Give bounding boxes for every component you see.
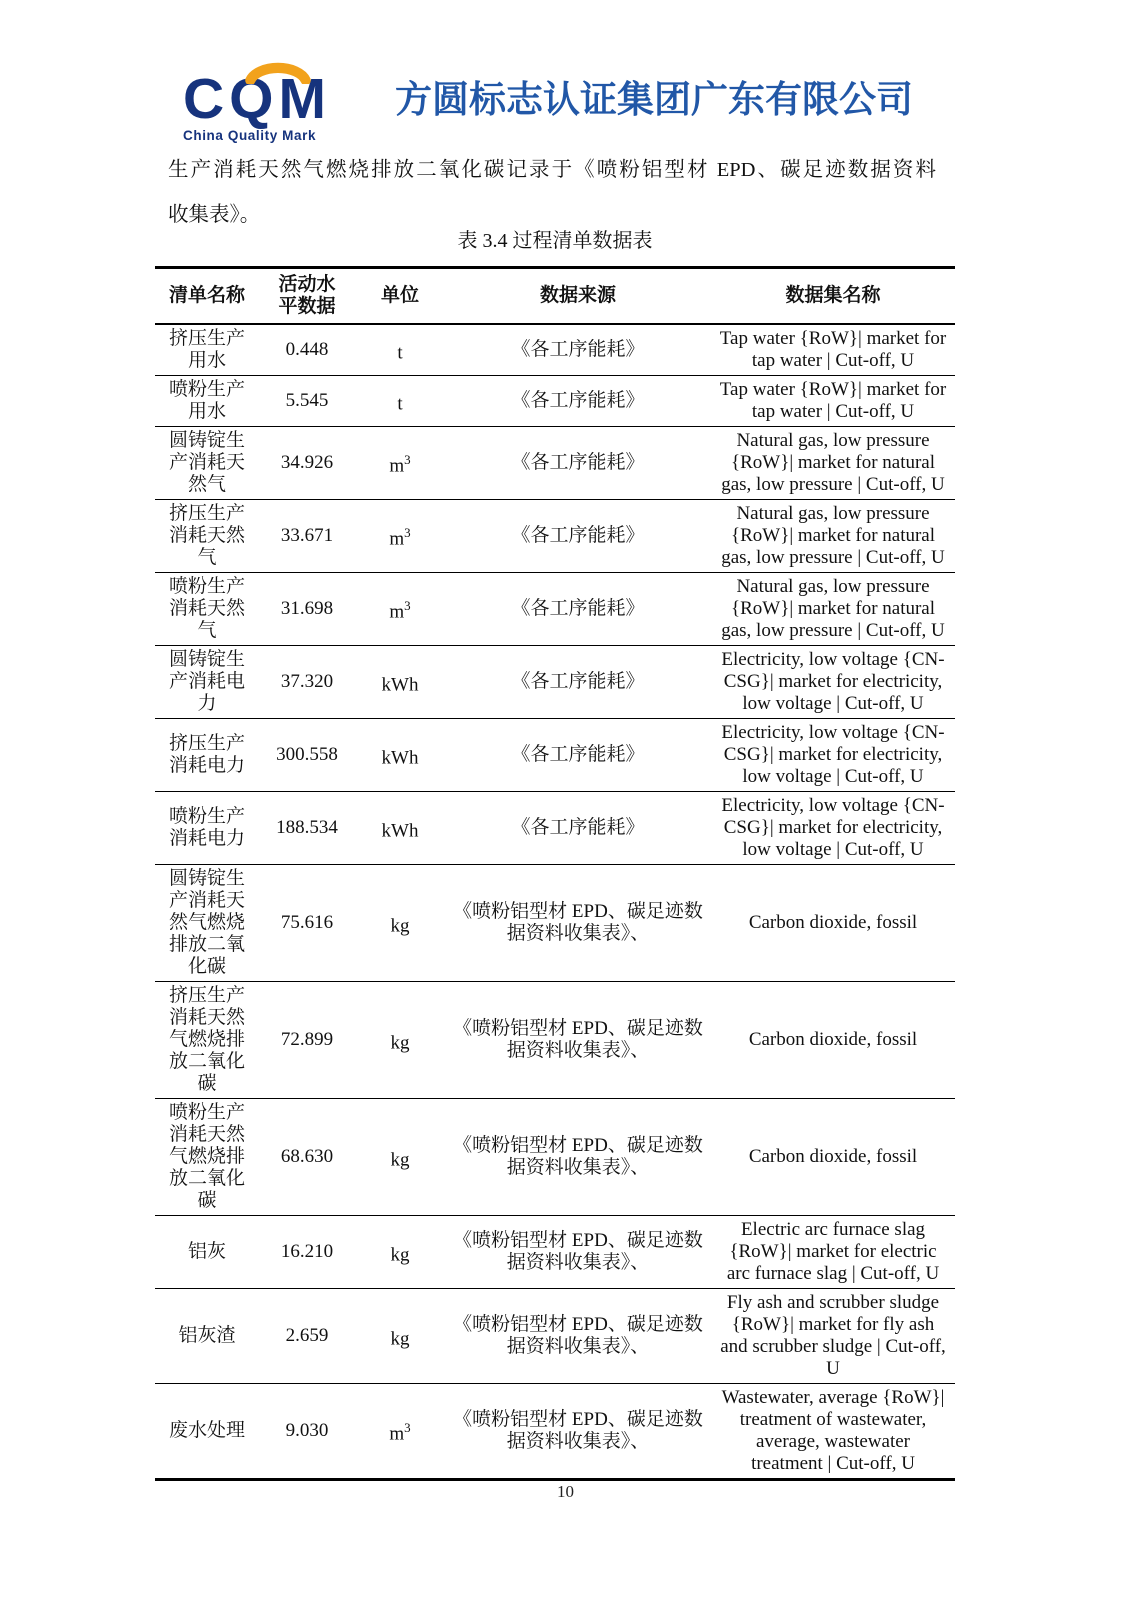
cell-activity-value: 5.545: [259, 376, 355, 427]
table-row: [155, 719, 955, 792]
intro-line-2: 收集表》。: [168, 203, 261, 226]
letterhead: [183, 60, 913, 143]
cell-unit: $m^3$: [355, 1384, 445, 1480]
table-row: [155, 865, 955, 982]
cell-data-source: 《各工序能耗》: [445, 792, 711, 865]
table-row: [155, 1216, 955, 1289]
cell-activity-value: 31.698: [259, 573, 355, 646]
cell-data-source: 《喷粉铝型材 EPD、碳足迹数据资料收集表》、: [445, 1384, 711, 1480]
table-row: [155, 376, 955, 427]
cell-dataset-name: Natural gas, low pressure {RoW}| market for natural gas, low pressure | Cut-off, U: [711, 427, 955, 500]
cell-activity-value: 2.659: [259, 1289, 355, 1384]
cell-unit: kWh: [355, 646, 445, 719]
cell-data-source: 《各工序能耗》: [445, 573, 711, 646]
cell-dataset-name: Electric arc furnace slag {RoW}| market for electric arc furnace slag | Cut-off, U: [711, 1216, 955, 1289]
cell-dataset-name: Wastewater, average {RoW}| treatment of wastewater, average, wastewater treatment | Cut-off, U: [711, 1384, 955, 1480]
cqm-logo: [183, 60, 383, 143]
cell-inventory-name: 挤压生产用水: [155, 324, 259, 376]
cell-dataset-name: Natural gas, low pressure {RoW}| market for natural gas, low pressure | Cut-off, U: [711, 573, 955, 646]
cell-data-source: 《喷粉铝型材 EPD、碳足迹数据资料收集表》、: [445, 1216, 711, 1289]
cell-inventory-name: 圆铸锭生产消耗天然气燃烧排放二氧化碳: [155, 865, 259, 982]
cell-dataset-name: Electricity, low voltage {CN-CSG}| market for electricity, low voltage | Cut-off, U: [711, 646, 955, 719]
cell-data-source: 《喷粉铝型材 EPD、碳足迹数据资料收集表》、: [445, 865, 711, 982]
cell-inventory-name: 铝灰渣: [155, 1289, 259, 1384]
cell-inventory-name: 挤压生产消耗天然气: [155, 500, 259, 573]
cell-dataset-name: Carbon dioxide, fossil: [711, 865, 955, 982]
cell-inventory-name: 圆铸锭生产消耗天然气: [155, 427, 259, 500]
logo-tagline: China Quality Mark: [183, 128, 317, 143]
process-inventory-table: [155, 266, 955, 1481]
table-row: [155, 1384, 955, 1480]
cell-data-source: 《各工序能耗》: [445, 500, 711, 573]
cell-activity-value: 0.448: [259, 324, 355, 376]
cell-unit: kg: [355, 865, 445, 982]
cell-dataset-name: Fly ash and scrubber sludge {RoW}| market for fly ash and scrubber sludge | Cut-off, U: [711, 1289, 955, 1384]
cell-inventory-name: 挤压生产消耗天然气燃烧排放二氧化碳: [155, 982, 259, 1099]
cell-inventory-name: 喷粉生产消耗电力: [155, 792, 259, 865]
cell-unit: $m^3$: [355, 427, 445, 500]
table-row: [155, 573, 955, 646]
table-row: [155, 1099, 955, 1216]
cell-data-source: 《喷粉铝型材 EPD、碳足迹数据资料收集表》、: [445, 982, 711, 1099]
cell-activity-value: 34.926: [259, 427, 355, 500]
cell-activity-value: 300.558: [259, 719, 355, 792]
cell-activity-value: 37.320: [259, 646, 355, 719]
cell-unit: t: [355, 324, 445, 376]
column-header-activity: [259, 268, 355, 325]
table-row: [155, 500, 955, 573]
cell-activity-value: 9.030: [259, 1384, 355, 1480]
cell-unit: kg: [355, 1216, 445, 1289]
page-number: 10: [557, 1482, 574, 1501]
table-row: [155, 427, 955, 500]
column-header-unit: 单位: [355, 268, 445, 325]
column-header-name: 清单名称: [155, 268, 259, 325]
table-row: [155, 982, 955, 1099]
logo-arc-icon: [241, 60, 315, 84]
column-header-source: 数据来源: [445, 268, 711, 325]
table-row: [155, 646, 955, 719]
intro-paragraph: [168, 157, 936, 228]
cell-inventory-name: 喷粉生产消耗天然气燃烧排放二氧化碳: [155, 1099, 259, 1216]
cell-unit: kWh: [355, 792, 445, 865]
cell-unit: t: [355, 376, 445, 427]
cell-unit: $m^3$: [355, 573, 445, 646]
cell-inventory-name: 喷粉生产消耗天然气: [155, 573, 259, 646]
cell-data-source: 《各工序能耗》: [445, 646, 711, 719]
cell-dataset-name: Tap water {RoW}| market for tap water | Cut-off, U: [711, 376, 955, 427]
intro-line-1: 生产消耗天然气燃烧排放二氧化碳记录于《喷粉铝型材 EPD、碳足迹数据资料: [168, 158, 936, 181]
cell-unit: kg: [355, 1289, 445, 1384]
company-name: 方圆标志认证集团广东有限公司: [395, 79, 913, 120]
table-body: [155, 324, 955, 1480]
cell-dataset-name: Carbon dioxide, fossil: [711, 982, 955, 1099]
table-header-row: [155, 268, 955, 325]
table-row: [155, 792, 955, 865]
table-title: 表 3.4 过程清单数据表: [457, 230, 653, 252]
table-row: [155, 324, 955, 376]
cell-data-source: 《各工序能耗》: [445, 427, 711, 500]
cell-dataset-name: Natural gas, low pressure {RoW}| market for natural gas, low pressure | Cut-off, U: [711, 500, 955, 573]
cqm-wordmark: CQM: [183, 67, 331, 131]
cell-activity-value: 75.616: [259, 865, 355, 982]
column-header-activity-label: 活动水平数据: [278, 274, 336, 317]
cell-inventory-name: 废水处理: [155, 1384, 259, 1480]
cell-data-source: 《喷粉铝型材 EPD、碳足迹数据资料收集表》、: [445, 1289, 711, 1384]
cell-activity-value: 33.671: [259, 500, 355, 573]
cell-unit: $m^3$: [355, 500, 445, 573]
cell-dataset-name: Carbon dioxide, fossil: [711, 1099, 955, 1216]
cell-activity-value: 16.210: [259, 1216, 355, 1289]
cell-unit: kg: [355, 1099, 445, 1216]
cell-activity-value: 72.899: [259, 982, 355, 1099]
cell-data-source: 《各工序能耗》: [445, 376, 711, 427]
column-header-dataset: 数据集名称: [711, 268, 955, 325]
cell-inventory-name: 喷粉生产用水: [155, 376, 259, 427]
cell-activity-value: 68.630: [259, 1099, 355, 1216]
cell-inventory-name: 圆铸锭生产消耗电力: [155, 646, 259, 719]
cell-activity-value: 188.534: [259, 792, 355, 865]
cell-dataset-name: Electricity, low voltage {CN-CSG}| market for electricity, low voltage | Cut-off, U: [711, 719, 955, 792]
cell-data-source: 《各工序能耗》: [445, 719, 711, 792]
table-row: [155, 1289, 955, 1384]
cell-inventory-name: 挤压生产消耗电力: [155, 719, 259, 792]
cell-unit: kg: [355, 982, 445, 1099]
cell-unit: kWh: [355, 719, 445, 792]
cell-data-source: 《各工序能耗》: [445, 324, 711, 376]
cell-dataset-name: Electricity, low voltage {CN-CSG}| market for electricity, low voltage | Cut-off, U: [711, 792, 955, 865]
cell-inventory-name: 铝灰: [155, 1216, 259, 1289]
cell-dataset-name: Tap water {RoW}| market for tap water | Cut-off, U: [711, 324, 955, 376]
cell-data-source: 《喷粉铝型材 EPD、碳足迹数据资料收集表》、: [445, 1099, 711, 1216]
